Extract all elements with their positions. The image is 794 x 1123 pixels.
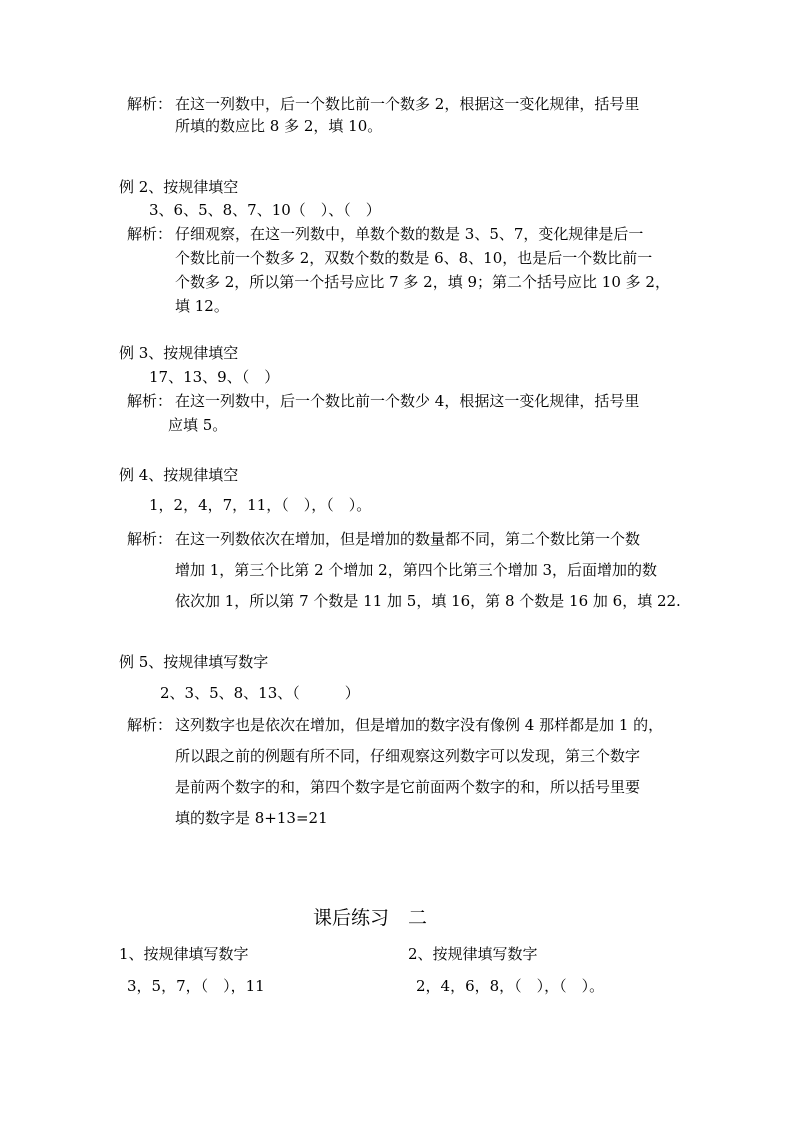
analysis-label: 解析： bbox=[127, 95, 173, 113]
exercise-heading: 1、按规律填写数字 bbox=[119, 945, 249, 963]
example-heading: 例 4、按规律填空 bbox=[119, 466, 239, 484]
analysis-line: 仔细观察，在这一列数中，单数个数的数是 3、5、7，变化规律是后一 bbox=[175, 225, 644, 243]
analysis-label: 解析： bbox=[127, 716, 173, 734]
analysis-line: 个数多 2，所以第一个括号应比 7 多 2，填 9；第二个括号应比 10 多 2， bbox=[175, 273, 670, 291]
analysis-line: 依次加 1，所以第 7 个数是 11 加 5，填 16，第 8 个数是 16 加 6，填 22. bbox=[175, 592, 681, 610]
analysis-line: 应填 5。 bbox=[168, 416, 228, 434]
analysis-line: 所填的数应比 8 多 2，填 10。 bbox=[175, 117, 383, 135]
exercise-sequence: 2，4，6，8，（ ），（ ）。 bbox=[416, 977, 605, 995]
analysis-line: 填的数字是 8+13=21 bbox=[175, 809, 328, 827]
analysis-line: 所以跟之前的例题有所不同，仔细观察这列数字可以发现，第三个数字 bbox=[175, 747, 641, 765]
example-sequence: 1，2，4，7，11，（ ），（ ）。 bbox=[149, 496, 372, 514]
analysis-line: 增加 1，第三个比第 2 个增加 2，第四个比第三个增加 3，后面增加的数 bbox=[175, 561, 658, 579]
analysis-line: 个数比前一个数多 2，双数个数的数是 6、8、10，也是后一个数比前一 bbox=[175, 249, 653, 267]
analysis-line: 在这一列数依次在增加，但是增加的数量都不同，第二个数比第一个数 bbox=[175, 530, 641, 548]
exercise-sequence: 3，5，7，（ ），11 bbox=[127, 977, 265, 995]
analysis-line: 这列数字也是依次在增加，但是增加的数字没有像例 4 那样都是加 1 的， bbox=[175, 716, 664, 734]
analysis-line: 填 12。 bbox=[175, 297, 229, 315]
section-title: 课后练习 二 bbox=[313, 907, 428, 929]
example-heading: 例 2、按规律填空 bbox=[119, 178, 239, 196]
example-sequence: 3、6、5、8、7、10（ ）、（ ） bbox=[149, 201, 381, 219]
analysis-label: 解析： bbox=[127, 530, 173, 548]
example-sequence: 17、13、9、（ ） bbox=[149, 368, 280, 386]
exercise-heading: 2、按规律填写数字 bbox=[408, 945, 538, 963]
analysis-line: 在这一列数中，后一个数比前一个数多 2，根据这一变化规律，括号里 bbox=[175, 95, 640, 113]
analysis-label: 解析： bbox=[127, 392, 173, 410]
example-heading: 例 5、按规律填写数字 bbox=[119, 653, 269, 671]
analysis-label: 解析： bbox=[127, 225, 173, 243]
analysis-line: 是前两个数字的和，第四个数字是它前面两个数字的和，所以括号里要 bbox=[175, 778, 641, 796]
analysis-line: 在这一列数中，后一个数比前一个数少 4，根据这一变化规律，括号里 bbox=[175, 392, 640, 410]
example-heading: 例 3、按规律填空 bbox=[119, 344, 239, 362]
example-sequence: 2、3、5、8、13、（ ） bbox=[160, 684, 360, 702]
